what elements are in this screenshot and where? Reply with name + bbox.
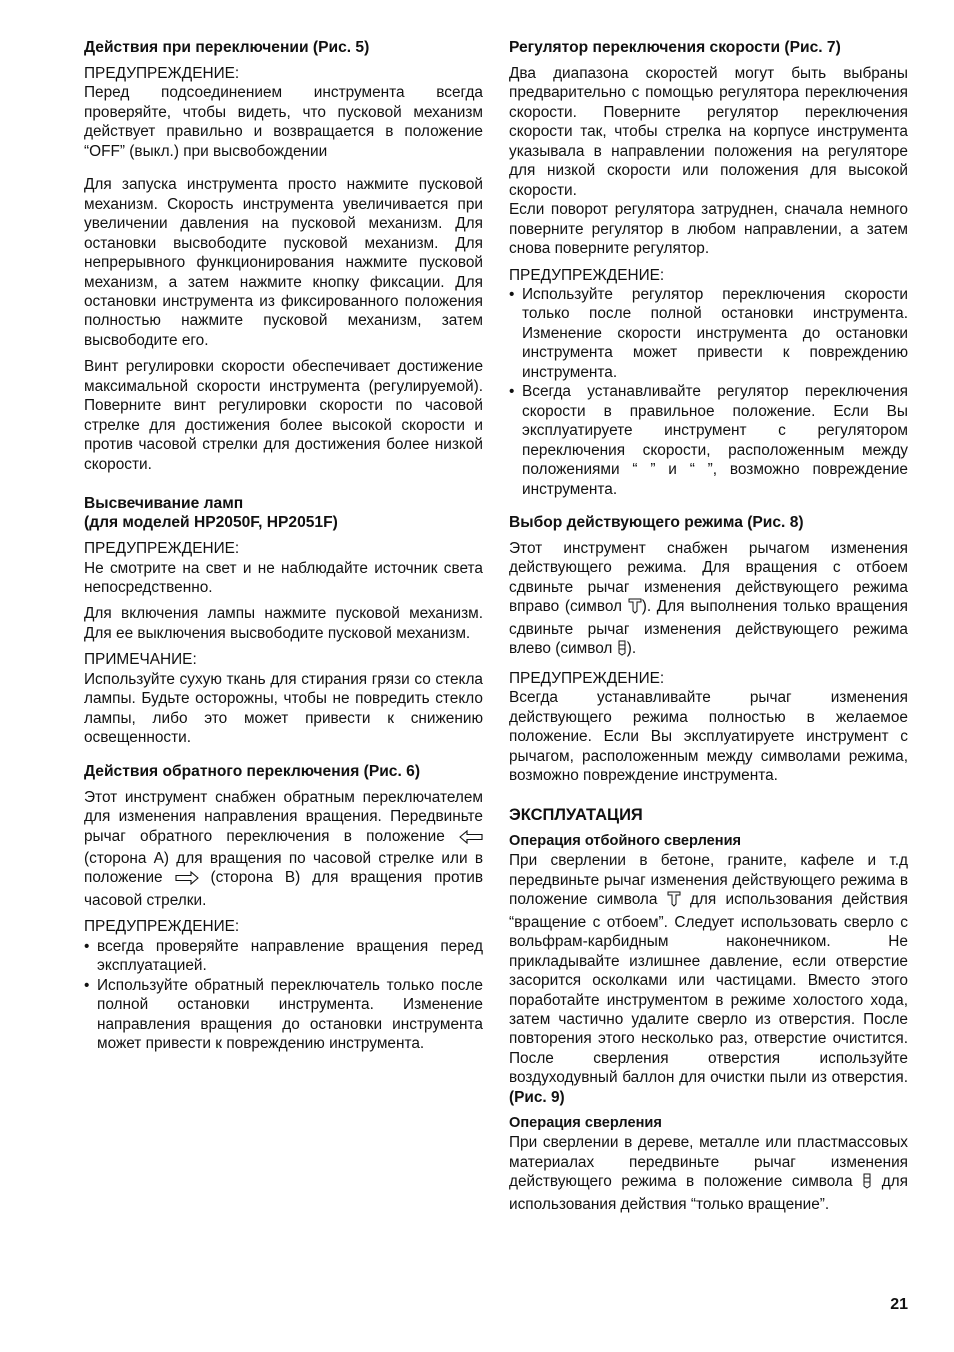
drill-symbol-icon	[862, 1173, 872, 1194]
lamp-warning-text: Не смотрите на свет и не наблюдайте источник света непосредственно.	[84, 559, 483, 596]
switch-warning-label: ПРЕДУПРЕЖДЕНИЕ:	[84, 65, 240, 82]
page-number: 21	[890, 1296, 908, 1313]
drill-text-part-1: При сверлении в дереве, металле или пластмассовых материалах передвиньте рычаг изменения действующего режима в положение символа	[509, 1134, 908, 1191]
reverse-text-part-3: (сторона B) для вращения против часовой стрелки.	[84, 869, 484, 909]
mode-warning-label: ПРЕДУПРЕЖДЕНИЕ:	[509, 669, 665, 687]
reverse-warning-list	[84, 937, 483, 1054]
hammer-drill-symbol-icon	[667, 891, 681, 912]
hammer-figure-ref: (Рис. 9)	[509, 1088, 565, 1106]
list-item: • всегда проверяйте направление вращения перед эксплуатацией.	[84, 937, 483, 976]
lamp-note-text: Используйте сухую ткань для стирания грязи со стекла лампы. Будьте осторожны, чтобы не повредить стекло лампы, либо это может привести к снижению освещенности.	[84, 670, 483, 747]
speed-warning-list	[509, 285, 908, 499]
switch-action-heading: Действия при переключении (Рис. 5)	[84, 39, 370, 56]
mode-text-part-3: ).	[626, 640, 637, 658]
right-column	[509, 38, 908, 1214]
mode-heading: Выбор действующего режима (Рис. 8)	[509, 513, 804, 531]
reverse-text-part-1: Этот инструмент снабжен обратным переключателем для изменения направления вращения. Передвиньте рычаг обратного переключения в положение	[84, 788, 483, 845]
speed-para-1: Два диапазона скоростей могут быть выбраны предварительно с помощью регулятора переключения скорости. Поверните регулятор переключения скорости так, чтобы стрелка на корпусе инструмента указывала в направлении положения на регуляторе для низкой скорости или положения для высокой скорости.	[509, 65, 908, 199]
mode-text-part-1: Этот инструмент снабжен рычагом изменения действующего режима. Для вращения с отбоем сдвиньте рычаг изменения действующего режима вправо (символ	[509, 539, 908, 616]
arrow-right-outline-icon	[175, 871, 199, 890]
switch-para-2: Винт регулировки скорости обеспечивает достижение максимальной скорости инструмента (регулируемой). Поверните винт регулировки скорости по часовой стрелке для достижения более высокой скорости и против часовой стрелки для достижения более низкой скорости.	[84, 358, 483, 473]
switch-warning-text: Перед подсоединением инструмента всегда проверяйте, чтобы видеть, что пусковой механизм действует правильно и возвращается в положение “OFF” (выкл.) при высвобождении	[84, 84, 483, 160]
mode-text-part-2: ). Для выполнения только вращения сдвиньте рычаг изменения действующего режима влево (символ	[509, 598, 909, 658]
arrow-left-outline-icon	[459, 830, 483, 849]
hammer-drill-symbol-icon	[628, 598, 642, 619]
mode-text	[509, 539, 908, 662]
left-column	[84, 38, 483, 1053]
lamp-heading-line-2: (для моделей HP2050F, HP2051F)	[84, 514, 338, 532]
reverse-warning-label: ПРЕДУПРЕЖДЕНИЕ:	[84, 918, 240, 936]
switch-para-1: Для запуска инструмента просто нажмите пусковой механизм. Скорость инструмента увеличивается при увеличении давления на пусковой механизм. Для остановки высвободите пусковой механизм. Для непрерывного функционирования нажмите пусковой механизм, а затем нажмите кнопку фиксации. Для остановки инструмента из фиксированного положения полностью нажмите пусковой механизм, затем высвободите его.	[84, 176, 483, 349]
lamp-heading-line-1: Высвечивание ламп	[84, 495, 244, 513]
hammer-text-part-2: для использования действия “вращение с отбоем”. Следует использовать сверло с вольфрам-карбидным наконечником. Не прикладывайте излишнее давление, если отверстие засорится осколками или частицами. Вместо этого поработайте инструментом в режиме холостого хода, затем частично удалите сверло из отверстия. После повторения этого несколько раз, отверстие очистится. После сверления отверстия используйте воздуходувный баллон для очистки пыли из отверстия.	[509, 891, 908, 1087]
list-item: • Используйте обратный переключатель только после полной остановки инструмента. Изменение направления вращения до остановки инструмента может привести к повреждению инструмента.	[84, 976, 483, 1054]
reverse-text	[84, 788, 483, 911]
speed-para-2: Если поворот регулятора затруднен, сначала немного поверните регулятор в любом направлении, а затем снова поверните регулятор.	[509, 201, 908, 258]
mode-warning-text: Всегда устанавливайте рычаг изменения действующего режима полностью в желаемое положение. Если Вы эксплуатируете инструмент с рычагом, расположенным между символами режима, возможно повреждение инструмента.	[509, 689, 908, 784]
speed-heading: Регулятор переключения скорости (Рис. 7)	[509, 39, 841, 56]
hammer-drilling-text	[509, 851, 908, 1107]
hammer-text-part-1: При сверлении в бетоне, граните, кафеле и т.д передвиньте рычаг изменения действующего режима в положение символа	[509, 852, 908, 909]
reverse-text-part-2: (сторона A) для вращения по часовой стрелке или в положение	[84, 849, 483, 887]
hammer-drilling-heading: Операция отбойного сверления	[509, 833, 742, 850]
list-item: • Всегда устанавливайте регулятор переключения скорости в правильное положение. Если Вы эксплуатируете инструмент с регулятором переключения скорости, расположенным между положениями “ ” и “ ”, возможно повреждение инструмента.	[509, 382, 908, 499]
lamp-heading	[84, 494, 483, 532]
list-item: • Используйте регулятор переключения скорости только после полной остановки инструмента. Изменение скорости инструмента до остановки инструмента может привести к повреждению инструмента.	[509, 285, 908, 382]
drilling-heading: Операция сверления	[509, 1115, 662, 1132]
drill-symbol-icon	[617, 640, 627, 661]
lamp-para: Для включения лампы нажмите пусковой механизм. Для ее выключения высвободите пусковой механизм.	[84, 605, 483, 642]
operation-heading: ЭКСПЛУАТАЦИЯ	[509, 806, 643, 825]
lamp-warning-label: ПРЕДУПРЕЖДЕНИЕ:	[84, 540, 240, 558]
drill-text-part-2: для использования действия “только вращение”.	[509, 1173, 908, 1213]
lamp-note-label: ПРИМЕЧАНИЕ:	[84, 651, 197, 669]
speed-warning-label: ПРЕДУПРЕЖДЕНИЕ:	[509, 266, 665, 284]
reverse-heading: Действия обратного переключения (Рис. 6)	[84, 762, 421, 780]
drilling-text	[509, 1133, 908, 1214]
